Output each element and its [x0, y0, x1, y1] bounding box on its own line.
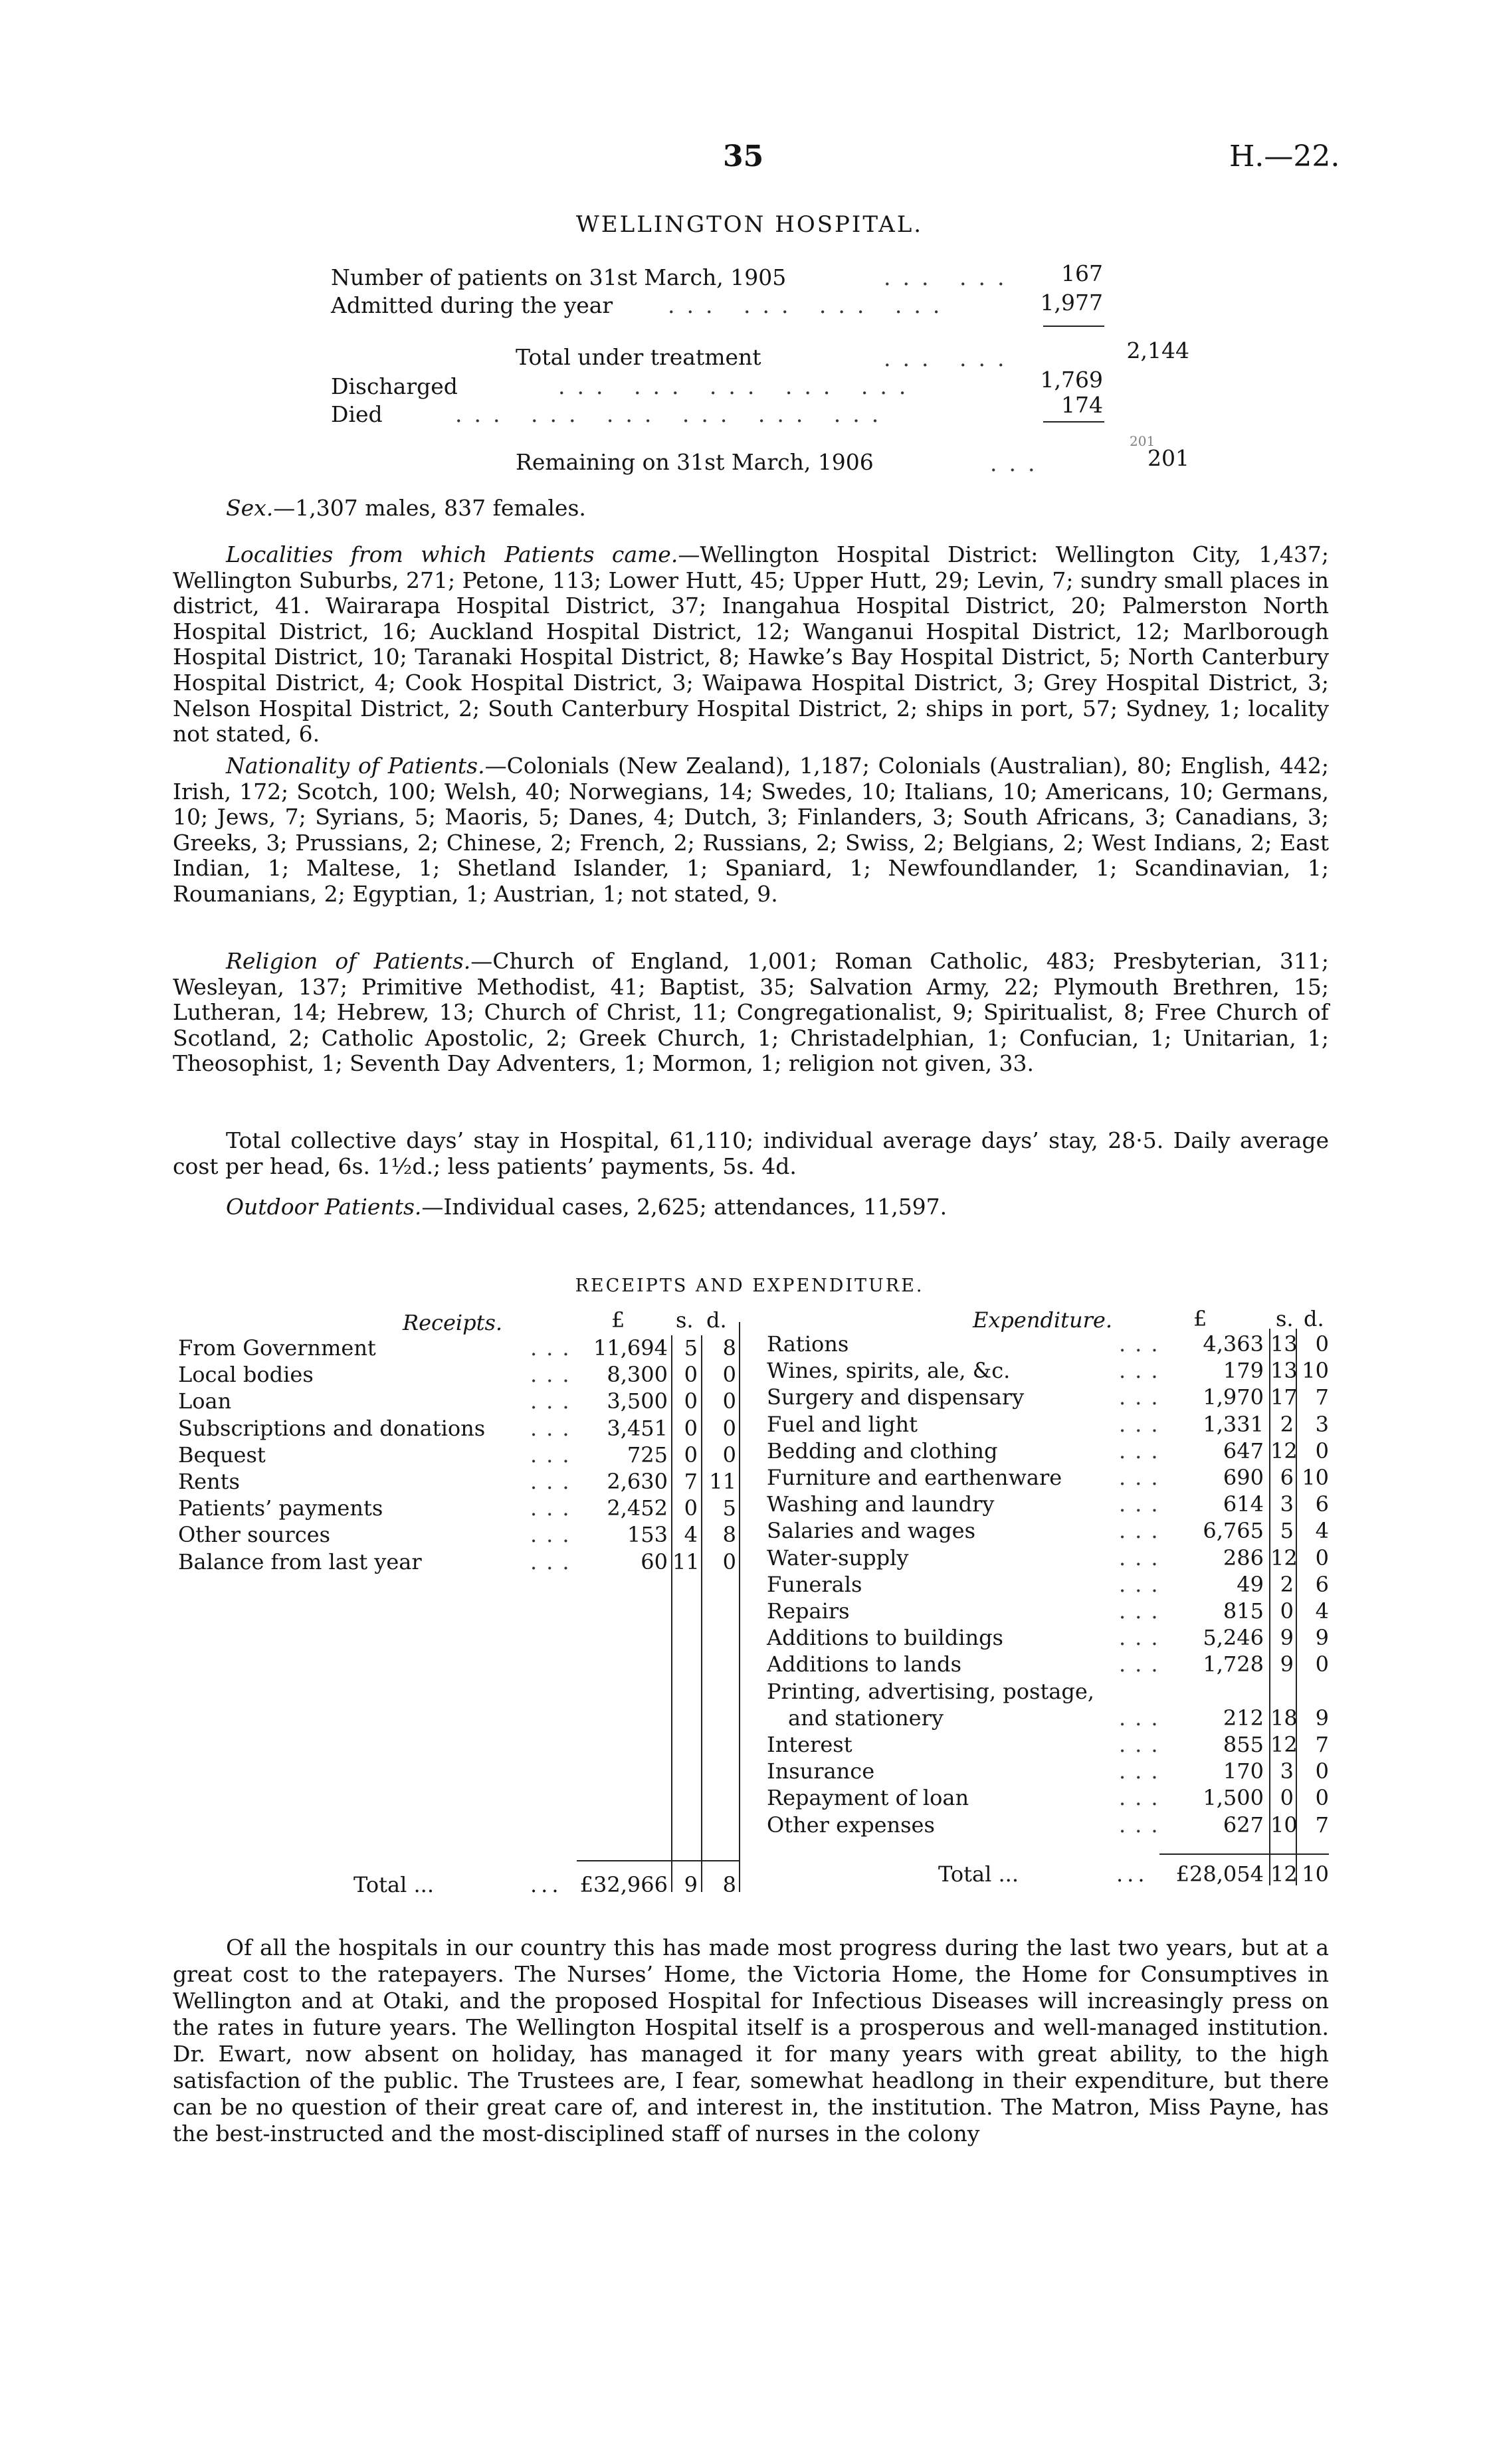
leader-dots: ... ... ... ... ... ...: [455, 401, 891, 427]
expenditure-row-pounds: 286: [1223, 1545, 1264, 1570]
receipt-row-pence: 5: [722, 1495, 736, 1521]
receipt-row-shillings: 0: [684, 1362, 698, 1388]
receipt-row-shillings: 4: [684, 1522, 698, 1548]
leader-dots: ...: [1119, 1625, 1167, 1651]
receipts-total-rule: [577, 1860, 739, 1861]
leader-dots: ...: [1119, 1732, 1167, 1757]
expenditure-row: [767, 1438, 1332, 1465]
expenditure-row: [767, 1518, 1332, 1545]
summary-label-discharged: Discharged: [331, 373, 458, 399]
expenditure-row-pence: 7: [1315, 1812, 1329, 1838]
receipt-row-shillings: 7: [684, 1469, 698, 1494]
expenditure-row: [767, 1491, 1332, 1518]
expenditure-row-pence: 6: [1315, 1571, 1329, 1597]
expenditure-row-pence: 9: [1315, 1705, 1329, 1731]
receipt-row-pence: 8: [722, 1335, 736, 1361]
expenditure-row: [767, 1384, 1332, 1411]
leader-dots: ...: [1119, 1411, 1167, 1437]
expenditure-row-shillings: 17: [1270, 1384, 1298, 1410]
page-number: 35: [723, 140, 764, 173]
expenditure-row-pence: 7: [1315, 1384, 1329, 1410]
accounts-heading: RECEIPTS AND EXPENDITURE.: [575, 1276, 924, 1296]
receipts-pence-heading: d.: [706, 1307, 727, 1333]
expenditure-row: [767, 1412, 1332, 1438]
receipt-row-pence: 0: [722, 1549, 736, 1574]
expenditure-row-label: Furniture and earthenware: [767, 1465, 1062, 1490]
receipt-row: [178, 1362, 739, 1388]
expenditure-row-pounds: 690: [1223, 1465, 1264, 1490]
leader-dots: ...: [1119, 1571, 1167, 1597]
nationality-paragraph: [173, 753, 1329, 907]
stay-paragraph: [173, 1128, 1329, 1179]
summary-value-admitted: 1,977: [1040, 290, 1103, 316]
leader-dots: ... ... ... ... ...: [558, 373, 918, 399]
expenditure-row-shillings: 0: [1280, 1785, 1294, 1811]
receipts-pounds-heading: £: [611, 1307, 625, 1333]
expenditure-row-label: Insurance: [767, 1758, 875, 1784]
receipt-row-pounds: 2,452: [607, 1495, 668, 1521]
receipts-shillings-heading: s.: [676, 1307, 694, 1333]
expenditure-row-pence: 4: [1315, 1518, 1329, 1544]
outdoor-text: —Individual cases, 2,625; attendances, 11,597.: [421, 1194, 948, 1220]
expenditure-row: [767, 1598, 1332, 1625]
receipt-row-pence: 0: [722, 1362, 736, 1388]
expenditure-row: [767, 1812, 1332, 1839]
document-reference: H.—22.: [1229, 140, 1340, 173]
summary-value-total-under-treatment: 2,144: [1126, 337, 1189, 363]
leader-dots: ...: [530, 1522, 579, 1548]
expenditure-row-pence: 10: [1302, 1465, 1329, 1490]
receipt-row-pence: 0: [722, 1442, 736, 1468]
summary-value-remaining: 201: [1148, 445, 1189, 471]
nationality-heading: Nationality of Patients.: [226, 753, 485, 779]
expenditure-row: [767, 1545, 1332, 1572]
expenditure-total-label: Total ...: [938, 1861, 1019, 1887]
receipt-row-label: Other sources: [178, 1522, 330, 1548]
leader-dots: ...: [990, 450, 1047, 476]
leader-dots: ...: [1119, 1358, 1167, 1384]
summary-value-discharged: 1,769: [1040, 367, 1103, 393]
expenditure-row: [767, 1572, 1332, 1598]
expenditure-row: [767, 1331, 1332, 1358]
expenditure-row-shillings: 3: [1280, 1491, 1294, 1517]
receipt-row-pence: 11: [709, 1469, 736, 1494]
summary-rule: [1043, 421, 1104, 423]
receipt-row-label: Local bodies: [178, 1362, 314, 1388]
summary-value-patients-1905: 167: [1061, 260, 1103, 286]
expenditure-row-shillings: 0: [1280, 1598, 1294, 1624]
expenditure-row-pence: 0: [1315, 1785, 1329, 1811]
leader-dots: ...: [530, 1415, 579, 1441]
leader-dots: ...: [530, 1872, 563, 1897]
receipts-total-pence: 8: [722, 1872, 736, 1897]
expenditure-row-shillings: 13: [1270, 1331, 1298, 1357]
receipt-row-label: From Government: [178, 1335, 376, 1361]
expenditure-row-label: Additions to lands: [767, 1652, 961, 1677]
expenditure-row: [767, 1465, 1332, 1491]
expenditure-row-label: Interest: [767, 1732, 852, 1757]
expenditure-row-shillings: 10: [1270, 1812, 1298, 1838]
expenditure-pounds-heading: £: [1193, 1306, 1207, 1331]
religion-paragraph: [173, 949, 1329, 1077]
receipt-row-pounds: 153: [627, 1522, 668, 1548]
receipt-row-pounds: 60: [641, 1549, 668, 1574]
expenditure-row-label: Surgery and dispensary: [767, 1384, 1025, 1410]
leader-dots: ...: [530, 1549, 579, 1574]
expenditure-row: [767, 1758, 1332, 1785]
localities-text: —Wellington Hospital District: Wellington City, 1,437; Wellington Suburbs, 271; Petone, 113; Lower Hutt, 45; Upper Hutt, 29; Levin, 7; sundry small places in district, 41. Wairarapa Hospital District, 37; Inangahua Hospital District, 20; Palmerston North Hospital District, 16; Auckland Hospital District, 12; Wanganui Hospital District, 12; Marlborough Hospital District, 10; Taranaki Hospital District, 8; Hawke’s Bay Hospital District, 5; North Canterbury Hospital District, 4; Cook Hospital District, 3; Waipawa Hospital District, 3; Grey Hospital District, 3; Nelson Hospital District, 2; South Canterbury Hospital District, 2; ships in port, 57; Sydney, 1; locality not stated, 6.: [173, 541, 1329, 747]
expenditure-total-pounds: £28,054: [1175, 1861, 1264, 1887]
accounts-divider: [739, 1322, 740, 1892]
receipt-row: [178, 1442, 739, 1469]
receipt-row-pounds: 3,451: [607, 1415, 668, 1441]
expenditure-row-shillings: 6: [1280, 1465, 1294, 1490]
leader-dots: ...: [530, 1469, 579, 1494]
leader-dots: ...: [530, 1335, 579, 1361]
receipts-heading: Receipts.: [403, 1310, 503, 1335]
expenditure-row-pence: 0: [1315, 1758, 1329, 1784]
receipt-row-label: Loan: [178, 1388, 232, 1414]
summary-label-died: Died: [331, 401, 383, 427]
leader-dots: ...: [1119, 1331, 1167, 1357]
receipt-row: [178, 1335, 739, 1362]
leader-dots: ... ... ... ...: [668, 292, 952, 318]
receipt-row-pence: 8: [722, 1522, 736, 1548]
expenditure-row-shillings: 5: [1280, 1518, 1294, 1544]
receipt-row-label: Patients’ payments: [178, 1495, 383, 1521]
receipt-row: [178, 1416, 739, 1442]
nationality-text: —Colonials (New Zealand), 1,187; Colonials (Australian), 80; English, 442; Irish, 172; Scotch, 100; Welsh, 40; Norwegians, 14; Swedes, 10; Italians, 10; Americans, 10; Germans, 10; Jews, 7; Syrians, 5; Maoris, 5; Danes, 4; Dutch, 3; Finlanders, 3; South Africans, 3; Canadians, 3; Greeks, 3; Prussians, 2; Chinese, 2; French, 2; Russians, 2; Swiss, 2; Belgians, 2; West Indians, 2; East Indian, 1; Maltese, 1; Shetland Islander, 1; Spaniard, 1; Newfoundlander, 1; Scandinavian, 1; Roumanians, 2; Egyptian, 1; Austrian, 1; not stated, 9.: [173, 753, 1329, 907]
receipt-row-label: Bequest: [178, 1442, 266, 1468]
leader-dots: ...: [1119, 1384, 1167, 1410]
expenditure-row-pounds: 212: [1223, 1705, 1264, 1731]
expenditure-row: [767, 1652, 1332, 1678]
sex-paragraph: [173, 496, 1329, 521]
expenditure-row-label: Fuel and light: [767, 1411, 918, 1437]
receipt-row-label: Balance from last year: [178, 1549, 422, 1574]
summary-rule: [1043, 326, 1104, 327]
expenditure-row-shillings: 3: [1280, 1758, 1294, 1784]
receipts-total-label: Total ...: [353, 1872, 434, 1897]
expenditure-row-pounds: 179: [1223, 1358, 1264, 1384]
expenditure-row-pounds: 170: [1223, 1758, 1264, 1784]
expenditure-row-label: and stationery: [788, 1705, 944, 1731]
expenditure-row-pounds: 1,728: [1203, 1652, 1264, 1677]
receipt-row-pounds: 2,630: [607, 1469, 668, 1494]
closing-paragraph: Of all the hospitals in our country this has made most progress during the last two years, but at a great cost to the ratepayers. The Nurses’ Home, the Victoria Home, the Home for Consumptives in Wellington and at Otaki, and the proposed Hospital for Infectious Diseases will increasingly press on the rates in future years. The Wellington Hospital itself is a prosperous and well-managed institution. Dr. Ewart, now absent on holiday, has managed it for many years with great ability, to the high satisfaction of the public. The Trustees are, I fear, somewhat headlong in their expenditure, but there can be no question of their great care of, and interest in, the institution. The Matron, Miss Payne, has the best-instructed and the most-disciplined staff of nurses in the colony: [173, 1935, 1329, 2146]
summary-value-died: 174: [1061, 392, 1103, 418]
receipt-row: [178, 1522, 739, 1549]
leader-dots: ...: [530, 1388, 579, 1414]
expenditure-row-label: Printing, advertising, postage,: [767, 1678, 1094, 1704]
leader-dots: ...: [1119, 1705, 1167, 1731]
expenditure-total-shillings: 12: [1270, 1861, 1298, 1887]
expenditure-row-pence: 7: [1315, 1732, 1329, 1757]
expenditure-row: [767, 1625, 1332, 1652]
expenditure-row-shillings: 12: [1270, 1545, 1298, 1570]
expenditure-row-label: Salaries and wages: [767, 1518, 976, 1544]
expenditure-row-pence: 0: [1315, 1545, 1329, 1570]
expenditure-heading: Expenditure.: [973, 1307, 1113, 1333]
sex-text: —1,307 males, 837 females.: [273, 495, 586, 521]
expenditure-row-pounds: 815: [1223, 1598, 1264, 1624]
outdoor-paragraph: [173, 1194, 1329, 1220]
outdoor-heading: Outdoor Patients.: [226, 1194, 422, 1220]
expenditure-row-pounds: 1,500: [1203, 1785, 1264, 1811]
receipts-total-pounds: £32,966: [579, 1872, 668, 1897]
expenditure-row-label: Water-supply: [767, 1545, 909, 1570]
expenditure-row-pence: 4: [1315, 1598, 1329, 1624]
leader-dots: ...: [1119, 1785, 1167, 1811]
receipt-row-shillings: 0: [684, 1442, 698, 1468]
expenditure-row-pounds: 647: [1223, 1438, 1264, 1464]
expenditure-row-pounds: 4,363: [1203, 1331, 1264, 1357]
receipt-row-pounds: 8,300: [607, 1362, 668, 1388]
expenditure-row-pence: 3: [1315, 1411, 1329, 1437]
receipt-row: [178, 1388, 739, 1415]
expenditure-row-pence: 0: [1315, 1438, 1329, 1464]
expenditure-row-label: Washing and laundry: [767, 1491, 995, 1517]
expenditure-row-shillings: 2: [1280, 1571, 1294, 1597]
receipt-row-pounds: 725: [627, 1442, 668, 1468]
leader-dots: ...: [1119, 1438, 1167, 1464]
summary-label-patients-1905: Number of patients on 31st March, 1905: [331, 264, 787, 290]
receipt-row: [178, 1495, 739, 1522]
receipt-row-label: Rents: [178, 1469, 240, 1494]
leader-dots: ...: [1119, 1465, 1167, 1490]
expenditure-row-shillings: 12: [1270, 1732, 1298, 1757]
expenditure-row-label: Funerals: [767, 1571, 862, 1597]
expenditure-row-label: Repairs: [767, 1598, 850, 1624]
receipt-row-pounds: 11,694: [593, 1335, 668, 1361]
receipts-total-shillings: 9: [684, 1872, 698, 1897]
expenditure-total-pence: 10: [1302, 1861, 1329, 1887]
expenditure-row-shillings: 9: [1280, 1652, 1294, 1677]
summary-subtotal-discharged-died: 201: [1130, 433, 1155, 449]
expenditure-row-pounds: 6,765: [1203, 1518, 1264, 1544]
leader-dots: ... ...: [884, 264, 1017, 290]
leader-dots: ...: [1119, 1518, 1167, 1544]
expenditure-row-pounds: 5,246: [1203, 1625, 1264, 1651]
leader-dots: ...: [530, 1442, 579, 1468]
localities-paragraph: [173, 542, 1329, 747]
receipt-row: [178, 1549, 739, 1576]
summary-label-total-under-treatment: Total under treatment: [516, 344, 761, 370]
expenditure-row-pence: 6: [1315, 1491, 1329, 1517]
expenditure-row: [767, 1705, 1332, 1732]
expenditure-row-label: Other expenses: [767, 1812, 935, 1838]
receipt-row-shillings: 5: [684, 1335, 698, 1361]
expenditure-row-pence: 0: [1315, 1652, 1329, 1677]
receipt-row: [178, 1469, 739, 1495]
expenditure-row-pence: 10: [1302, 1358, 1329, 1384]
stay-text: Total collective days’ stay in Hospital, 61,110; individual average days’ stay, 28·5. Daily average cost per head, 6s. 1½d.; less patients’ payments, 5s. 4d.: [173, 1127, 1329, 1179]
leader-dots: ...: [530, 1362, 579, 1388]
expenditure-row-shillings: 12: [1270, 1438, 1298, 1464]
leader-dots: ...: [1119, 1491, 1167, 1517]
expenditure-row-pence: 9: [1315, 1625, 1329, 1651]
receipt-row-shillings: 0: [684, 1415, 698, 1441]
receipt-row-shillings: 0: [684, 1388, 698, 1414]
receipt-row-label: Subscriptions and donations: [178, 1415, 486, 1441]
expenditure-row-shillings: 2: [1280, 1411, 1294, 1437]
expenditure-row: [767, 1732, 1332, 1758]
expenditure-row-label: Repayment of loan: [767, 1785, 969, 1811]
religion-text: —Church of England, 1,001; Roman Catholic, 483; Presbyterian, 311; Wesleyan, 137; Primitive Methodist, 41; Baptist, 35; Salvation Army, 22; Plymouth Brethren, 15; Lutheran, 14; Hebrew, 13; Church of Christ, 11; Congregationalist, 9; Spiritualist, 8; Free Church of Scotland, 2; Catholic Apostolic, 2; Greek Church, 1; Christadelphian, 1; Confucian, 1; Unitarian, 1; Theosophist, 1; Seventh Day Adventers, 1; Mormon, 1; religion not given, 33.: [173, 948, 1329, 1077]
expenditure-row-pounds: 1,331: [1203, 1411, 1264, 1437]
religion-heading: Religion of Patients.: [226, 948, 471, 974]
summary-label-remaining: Remaining on 31st March, 1906: [516, 449, 874, 475]
expenditure-row-pence: 0: [1315, 1331, 1329, 1357]
expenditure-row-label: Additions to buildings: [767, 1625, 1003, 1651]
expenditure-row-pounds: 614: [1223, 1491, 1264, 1517]
leader-dots: ...: [1116, 1861, 1149, 1887]
summary-label-admitted: Admitted during the year: [331, 292, 613, 318]
expenditure-row-label: Bedding and clothing: [767, 1438, 998, 1464]
leader-dots: ...: [530, 1495, 579, 1521]
receipt-row-shillings: 11: [672, 1549, 700, 1574]
expenditure-row: [767, 1785, 1332, 1812]
expenditure-row-pounds: 627: [1223, 1812, 1264, 1838]
expenditure-row-shillings: 9: [1280, 1625, 1294, 1651]
expenditure-row-label: Rations: [767, 1331, 849, 1357]
expenditure-row: [767, 1679, 1332, 1705]
expenditure-row-pounds: 1,970: [1203, 1384, 1264, 1410]
expenditure-total-rule: [1159, 1853, 1329, 1855]
localities-heading: Localities from which Patients came.: [226, 541, 678, 567]
receipt-row-pence: 0: [722, 1388, 736, 1414]
expenditure-shillings-heading: s.: [1276, 1306, 1294, 1331]
page-title: WELLINGTON HOSPITAL.: [575, 211, 924, 238]
expenditure-row: [767, 1358, 1332, 1384]
sex-heading: Sex.: [226, 495, 274, 521]
leader-dots: ...: [1119, 1598, 1167, 1624]
leader-dots: ...: [1119, 1812, 1167, 1838]
expenditure-row-pounds: 49: [1237, 1571, 1264, 1597]
receipt-row-pounds: 3,500: [607, 1388, 668, 1414]
leader-dots: ...: [1119, 1652, 1167, 1677]
receipt-row-shillings: 0: [684, 1495, 698, 1521]
leader-dots: ... ...: [884, 345, 1017, 371]
expenditure-pence-heading: d.: [1304, 1306, 1324, 1331]
leader-dots: ...: [1119, 1758, 1167, 1784]
receipt-row-pence: 0: [722, 1415, 736, 1441]
expenditure-row-shillings: 18: [1270, 1705, 1298, 1731]
expenditure-row-shillings: 13: [1270, 1358, 1298, 1384]
expenditure-row-pounds: 855: [1223, 1732, 1264, 1757]
leader-dots: ...: [1119, 1545, 1167, 1570]
expenditure-row-label: Wines, spirits, ale, &c.: [767, 1358, 1011, 1384]
